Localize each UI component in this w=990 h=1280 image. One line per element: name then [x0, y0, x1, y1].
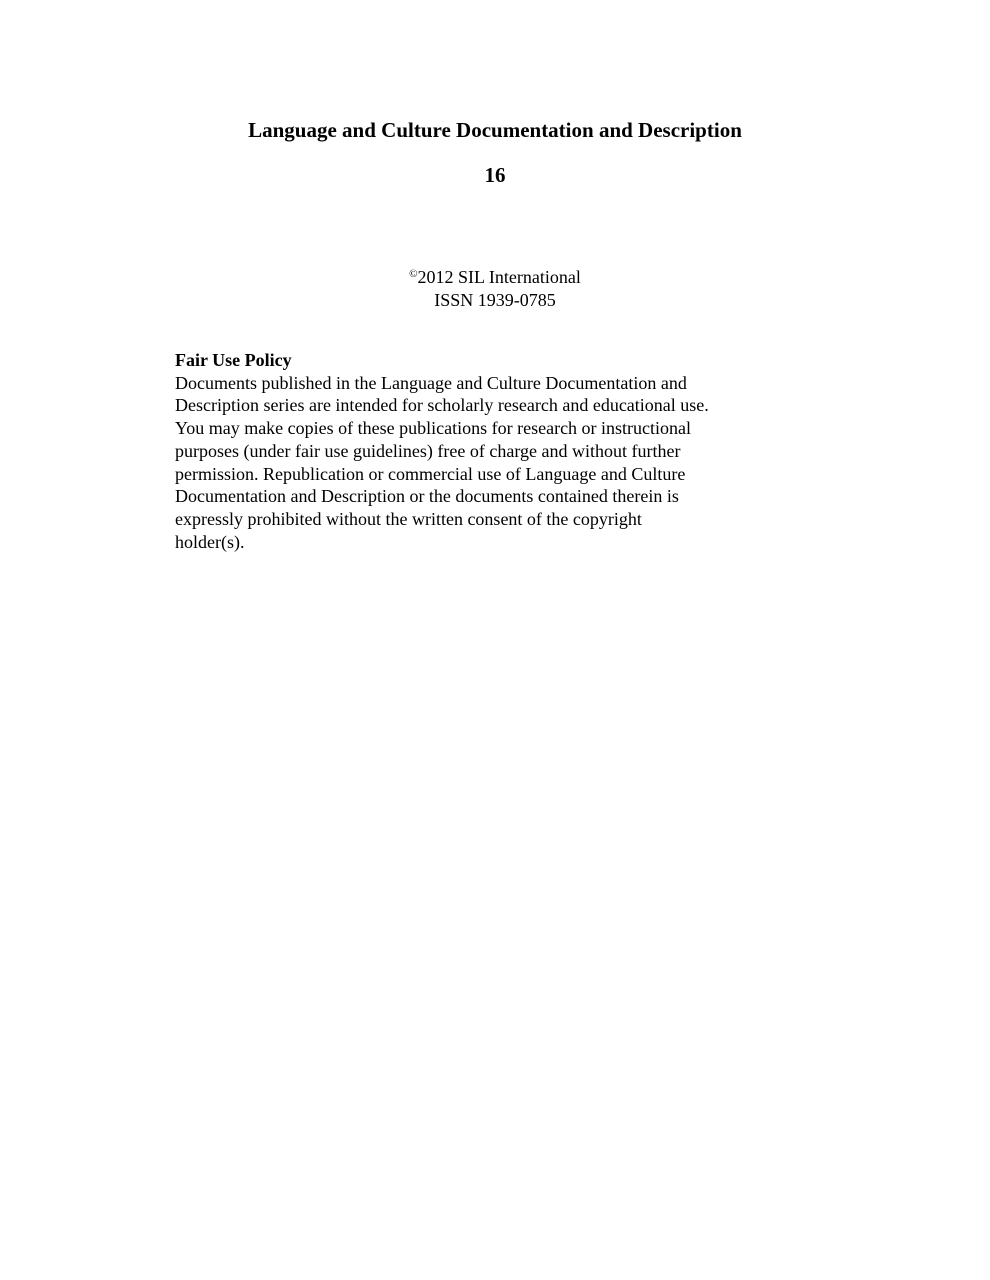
- issn-line: ISSN 1939-0785: [434, 290, 556, 310]
- fair-use-line: holder(s).: [175, 531, 245, 552]
- fair-use-line: You may make copies of these publications for research or instructional: [175, 418, 692, 439]
- fair-use-line: permission. Republication or commercial use of Language and Culture: [175, 463, 686, 484]
- copyright-line: [0, 263, 990, 289]
- fair-use-line: expressly prohibited without the written consent of the copyright: [175, 508, 642, 529]
- copyright-block: [0, 263, 990, 312]
- series-title: Language and Culture Documentation and Description: [248, 118, 742, 142]
- fair-use-body: [175, 372, 775, 554]
- fair-use-line: purposes (under fair use guidelines) free of charge and without further: [175, 440, 681, 461]
- fair-use-heading: Fair Use Policy: [175, 350, 292, 370]
- fair-use-line: Documents published in the Language and Culture Documentation and: [175, 372, 687, 393]
- fair-use-line: Description series are intended for scholarly research and educational use.: [175, 395, 709, 416]
- fair-use-policy: [175, 349, 775, 553]
- copyright-text: 2012 SIL International: [417, 267, 581, 287]
- fair-use-line: Documentation and Description or the documents contained therein is: [175, 486, 679, 507]
- copyright-symbol: ©: [409, 268, 418, 280]
- volume-number: 16: [484, 163, 506, 187]
